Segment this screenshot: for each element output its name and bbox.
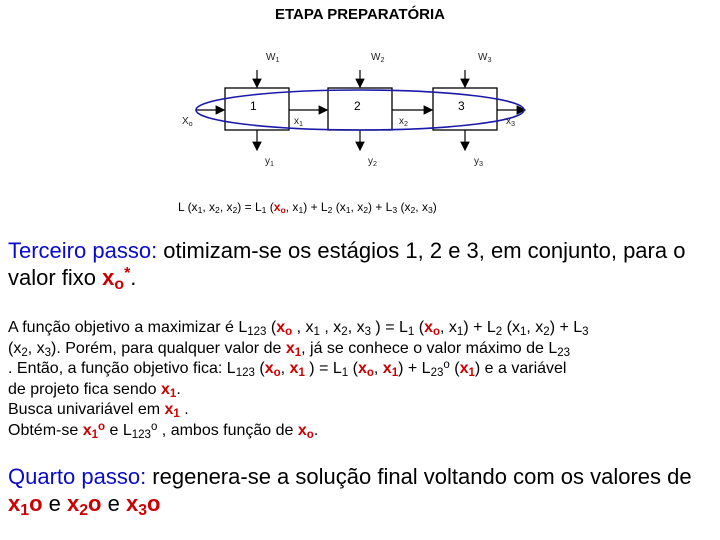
label-x1: $x_1$ bbox=[294, 116, 303, 128]
body-paragraph bbox=[8, 318, 718, 441]
body-line-2: ($x_2$, $x_3$). Porém, para qualquer valor de $x_1$, já se conhece o valor máximo de $L_{23}$ bbox=[8, 339, 571, 359]
third-step-label: Terceiro passo: bbox=[8, 238, 158, 263]
objective-equation: L ($x_1$, $x_2$, $x_2) = L_1$ ($x_o$, $x_1) + L_2$ ($x_1$, $x_2) + L_3$ ($x_2$, $x_3$) bbox=[178, 200, 437, 216]
label-w3: $W_3$ bbox=[478, 52, 492, 64]
label-w1: $W_1$ bbox=[266, 52, 280, 64]
body-line-5: Busca univariável em $x_1$ . bbox=[8, 401, 189, 420]
third-step-paragraph: Terceiro passo: otimizam-se os estágios 1, 2 e 3, em conjunto, para o valor fixo $x_o^*$. bbox=[8, 238, 686, 293]
label-y2: $y_2$ bbox=[368, 156, 377, 168]
stage-number-1: 1 bbox=[250, 99, 257, 113]
fourth-step-paragraph: Quarto passo: regenera-se a solução final voltando com os valores de $x_1o$ e $x_2o$ e $x_3o$ bbox=[8, 464, 692, 519]
label-x2: $x_2$ bbox=[399, 116, 408, 128]
stage-number-2: 2 bbox=[354, 99, 361, 113]
body-line-3: . Então, a função objetivo fica: $L_{123}$ ($x_o$, $x_1$ ) = $L_1$ ($x_o$, $x_1) + L_{23}^o$ $(x_1)$ e a variável bbox=[8, 358, 567, 379]
label-w2: $W_2$ bbox=[371, 52, 385, 64]
fourth-step-label: Quarto passo: bbox=[8, 464, 147, 489]
stage-number-3: 3 bbox=[458, 99, 465, 113]
body-line-1: A função objetivo a maximizar é $L_{123}$ ($x_o$ , $x_1$ , $x_2$, $x_3$ ) = $L_1$ ($x_o$, $x_1) + L_2$ ($x_1$, $x_2) + L_3$ bbox=[8, 319, 589, 338]
label-x3: $x_3$ bbox=[506, 116, 515, 128]
label-y3: $y_3$ bbox=[474, 156, 483, 168]
body-line-6: Obtém-se $x_1^o$ e $L_{123}^o$ , ambos função de $x_o$. bbox=[8, 420, 319, 441]
slide-title: ETAPA PREPARATÓRIA bbox=[274, 6, 445, 23]
label-y1: $y_1$ bbox=[265, 156, 274, 168]
body-line-4: de projeto fica sendo $x_1$. bbox=[8, 380, 181, 400]
label-x0: $X_o$ bbox=[182, 116, 193, 128]
